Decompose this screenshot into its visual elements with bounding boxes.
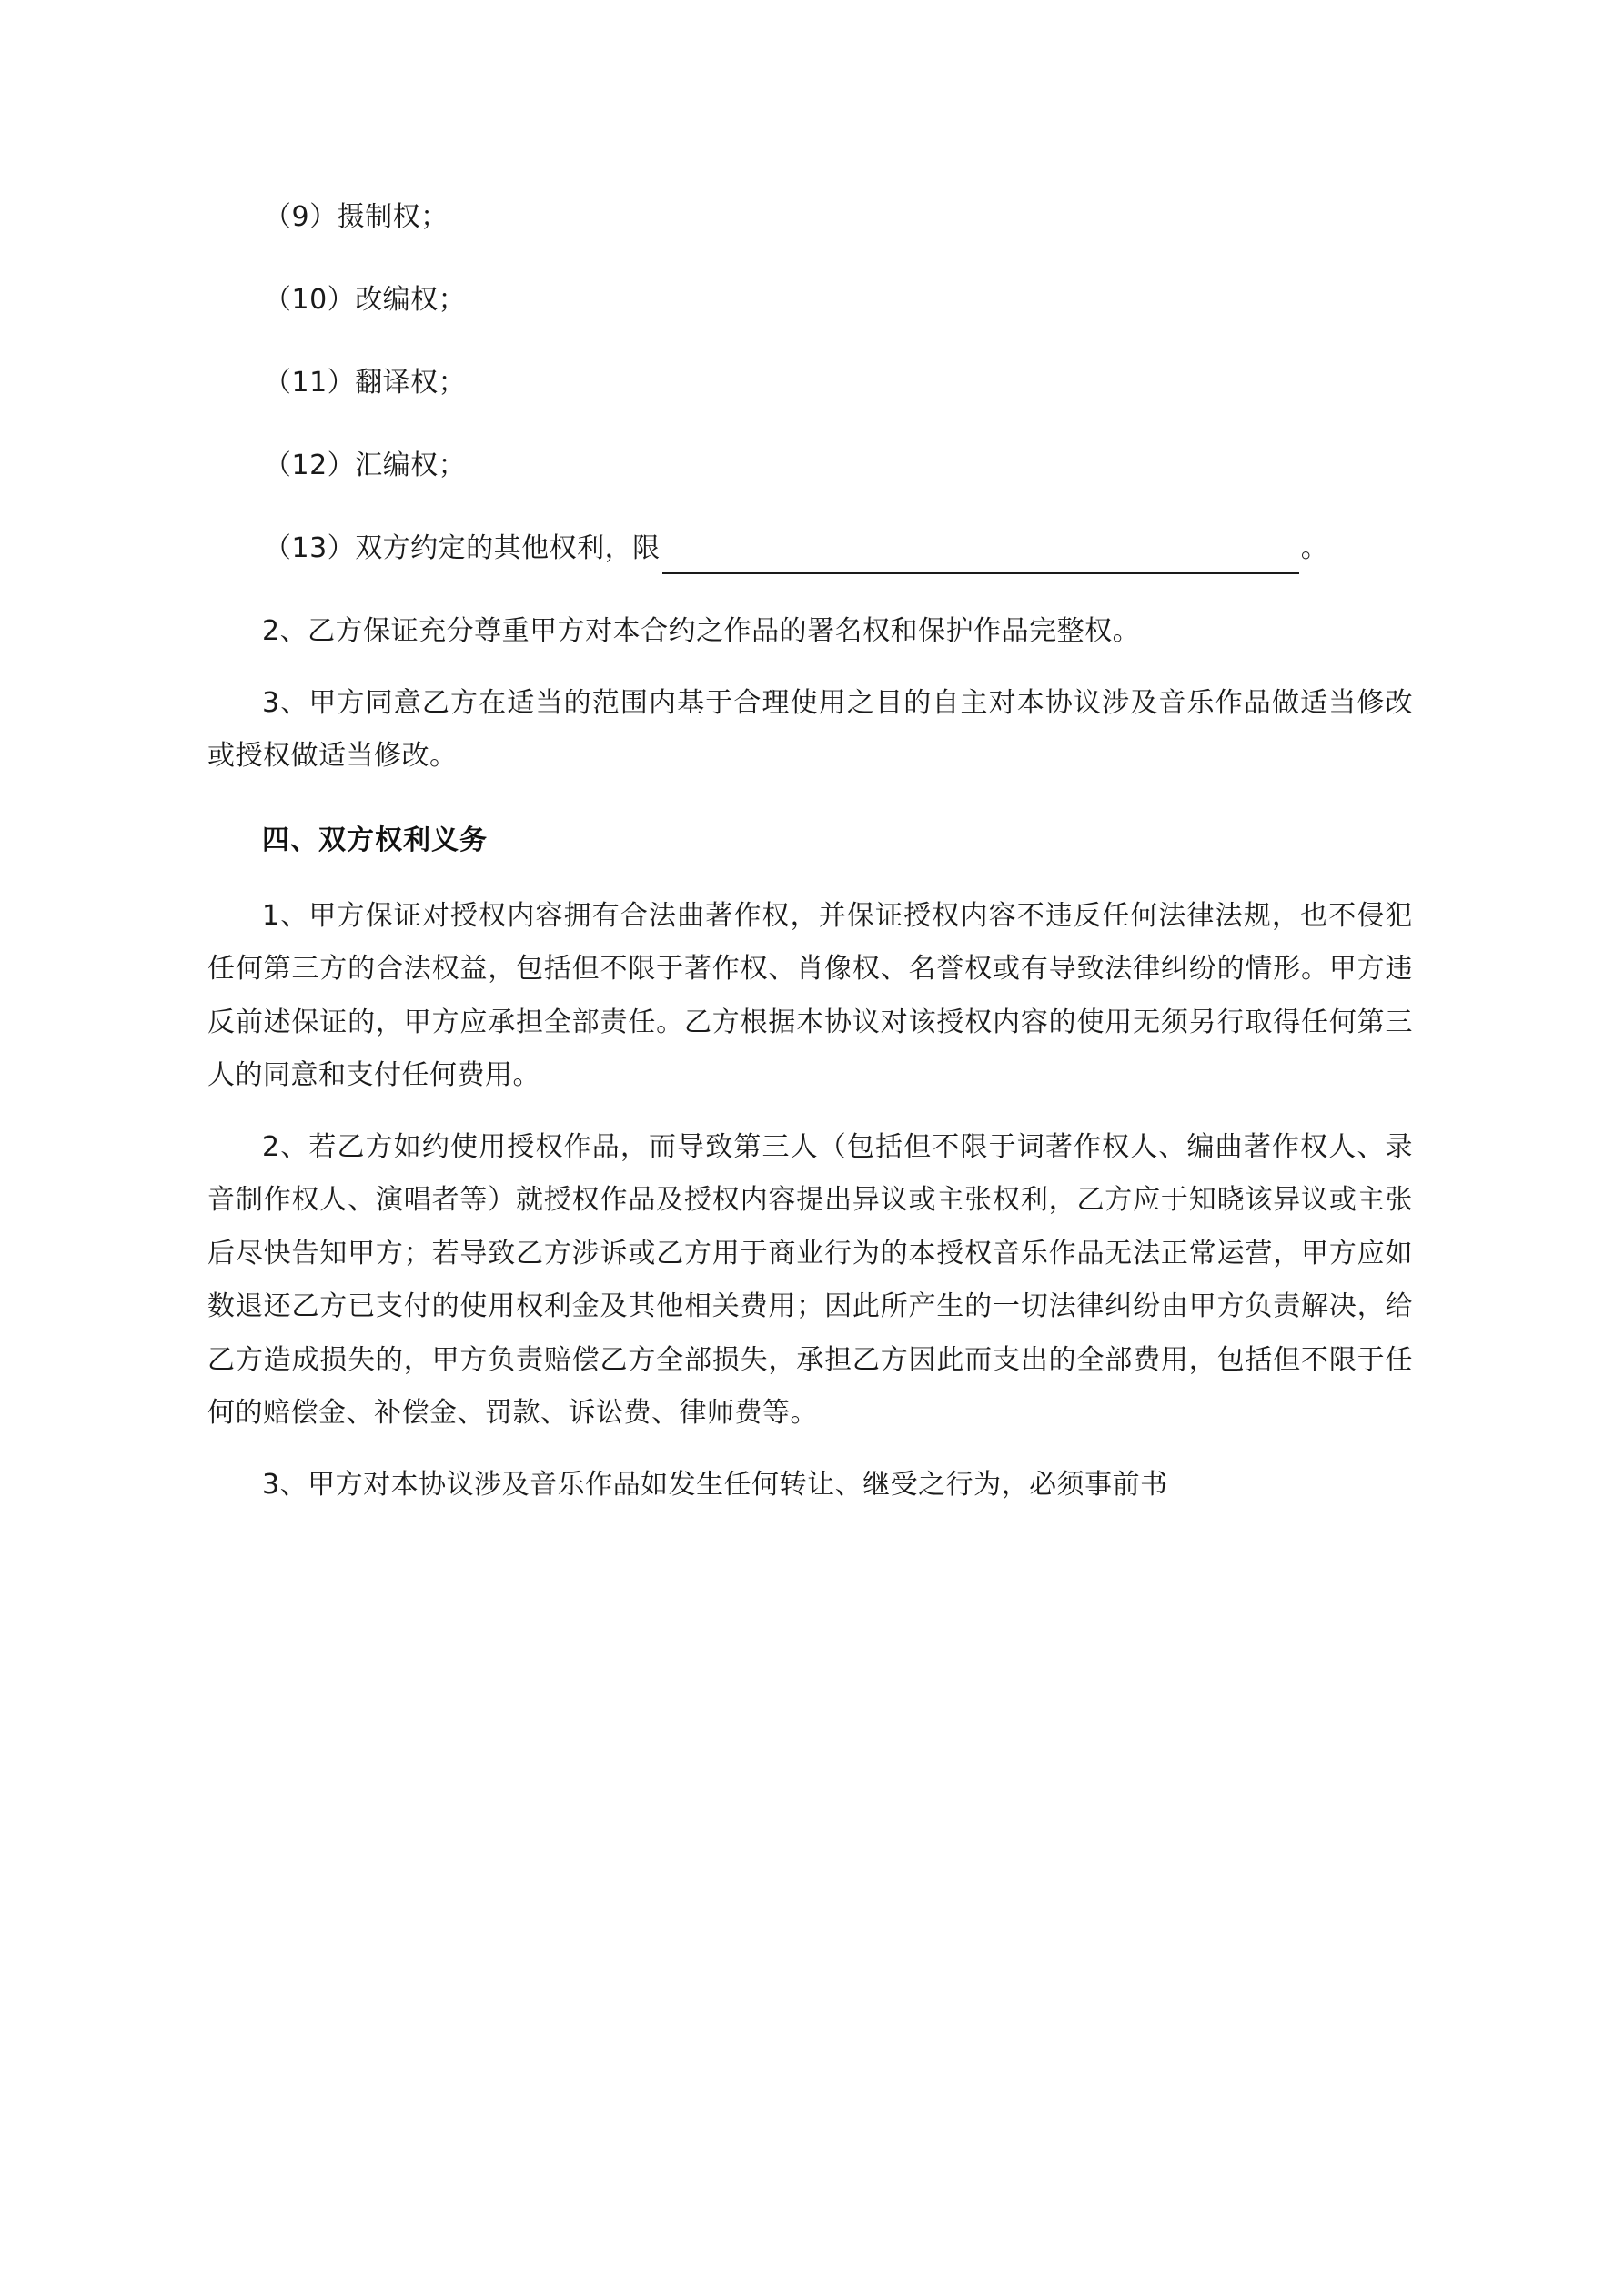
list-item-marker: （10） [264,284,356,316]
list-item-marker: （9） [264,201,338,233]
list-item-text: 翻译权； [355,367,467,399]
clause-4-2: 2、若乙方如约使用授权作品，而导致第三人（包括但不限于词著作权人、编曲著作权人、录音制作权人、演唱者等）就授权作品及授权内容提出异议或主张权利，乙方应于知晓该异议或主张后尽快告知甲方；若导致乙方涉诉或乙方用于商业行为的本授权音乐作品无法正常运营，甲方应如数退还乙方已支付的使用权利金及其他相关费用；因此所产生的一切法律纠纷由甲方负责解决，给乙方造成损失的，甲方负责赔偿乙方全部损失，承担乙方因此而支出的全部费用，包括但不限于任何的赔偿金、补偿金、罚款、诉讼费、律师费等。 [207,1130,1413,1429]
list-item-marker: （12） [264,450,356,481]
list-item [207,357,1413,409]
list-item [207,191,1413,243]
list-item-marker: （13） [264,532,356,564]
clause-4-1: 1、甲方保证对授权内容拥有合法曲著作权，并保证授权内容不违反任何法律法规，也不侵犯任何第三方的合法权益，包括但不限于著作权、肖像权、名誉权或有导致法律纠纷的情形。甲方违反前述保证的，甲方应承担全部责任。乙方根据本协议对该授权内容的使用无须另行取得任何第三人的同意和支付任何费用。 [207,899,1413,1091]
list-item-text: 汇编权； [355,450,467,481]
fill-in-blank[interactable] [662,549,1299,574]
list-item-text-after: 。 [1300,532,1329,564]
list-item [207,440,1413,491]
clause-3: 3、甲方同意乙方在适当的范围内基于合理使用之目的自主对本协议涉及音乐作品做适当修改或授权做适当修改。 [207,686,1413,772]
list-item [207,274,1413,326]
list-item-text: 双方约定的其他权利，限 [355,532,661,564]
clause-2: 2、乙方保证充分尊重甲方对本合约之作品的署名权和保护作品完整权。 [262,615,1141,647]
list-item-text: 改编权； [355,284,467,316]
list-item-marker: （11） [264,367,356,399]
section-heading: 四、双方权利义务 [262,824,488,856]
list-item-text: 摄制权； [337,201,449,233]
clause-4-3: 3、甲方对本协议涉及音乐作品如发生任何转让、继受之行为，必须事前书 [262,1468,1168,1501]
list-item-fill-in [207,522,1413,574]
document-body [207,191,1413,1530]
